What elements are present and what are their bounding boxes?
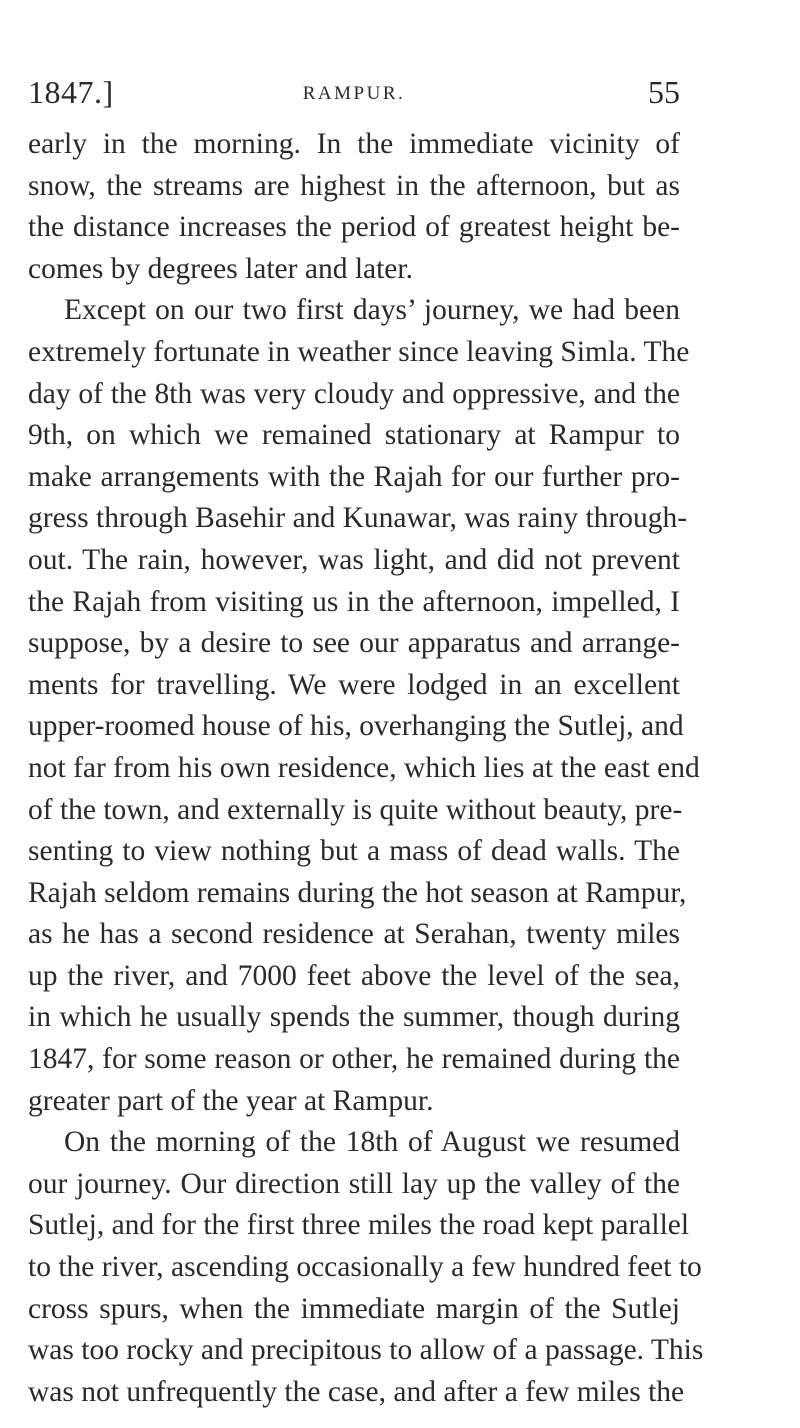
text-line: to the river, ascending occasionally a few hundred feet to — [28, 1251, 702, 1284]
running-title: RAMPUR. — [302, 83, 406, 104]
text-line: as he has a second residence at Serahan, twenty miles — [28, 918, 680, 951]
text-line: Rajah seldom remains during the hot season at Rampur, — [28, 876, 687, 909]
text-line: early in the morning. In the immediate vicinity of — [28, 128, 680, 160]
page-header — [28, 74, 680, 114]
text-line: 1847, for some reason or other, he remained during the — [28, 1043, 680, 1076]
text-line: greater part of the year at Rampur. — [28, 1084, 434, 1117]
text-line: was too rocky and precipitous to allow of a passage. This — [28, 1334, 704, 1367]
text-line: in which he usually spends the summer, though during — [28, 1001, 680, 1034]
text-line: upper-roomed house of his, overhanging the Sutlej, and — [28, 710, 684, 743]
text-line: senting to view nothing but a mass of dead walls. The — [28, 835, 680, 868]
text-line: 9th, on which we remained stationary at Rampur to — [28, 419, 680, 452]
header-year: 1847.] — [28, 74, 114, 110]
text-line: gress through Basehir and Kunawar, was rainy through- — [28, 502, 688, 535]
text-line: our journey. Our direction still lay up the valley of the — [28, 1167, 680, 1200]
text-line: out. The rain, however, was light, and did not prevent — [28, 543, 680, 576]
text-line: day of the 8th was very cloudy and oppressive, and the — [28, 377, 680, 410]
page-number: 55 — [648, 74, 680, 110]
text-line: extremely fortunate in weather since leaving Simla. The — [28, 335, 690, 368]
text-line: Except on our two first days’ journey, we had been — [64, 294, 680, 327]
text-line: snow, the streams are highest in the afternoon, but as — [28, 169, 680, 202]
text-line: not far from his own residence, which lies at the east end — [28, 751, 700, 784]
body-text — [28, 124, 704, 1413]
text-line: of the town, and externally is quite without beauty, pre- — [28, 793, 683, 826]
text-line: the distance increases the period of greatest height be- — [28, 211, 680, 244]
text-line: make arrangements with the Rajah for our further pro- — [28, 460, 680, 493]
text-line: was not unfrequently the case, and after a few miles the — [28, 1375, 685, 1408]
text-line: cross spurs, when the immediate margin of the Sutlej — [28, 1292, 680, 1325]
text-line: suppose, by a desire to see our apparatus and arrange- — [28, 627, 680, 660]
text-line: Sutlej, and for the first three miles the road kept parallel — [28, 1209, 690, 1242]
text-line: ments for travelling. We were lodged in an excellent — [28, 668, 680, 701]
text-line: comes by degrees later and later. — [28, 252, 413, 285]
text-line: the Rajah from visiting us in the afternoon, impelled, I — [28, 585, 680, 618]
text-line: On the morning of the 18th of August we resumed — [64, 1126, 680, 1159]
text-line: up the river, and 7000 feet above the level of the sea, — [28, 959, 680, 992]
